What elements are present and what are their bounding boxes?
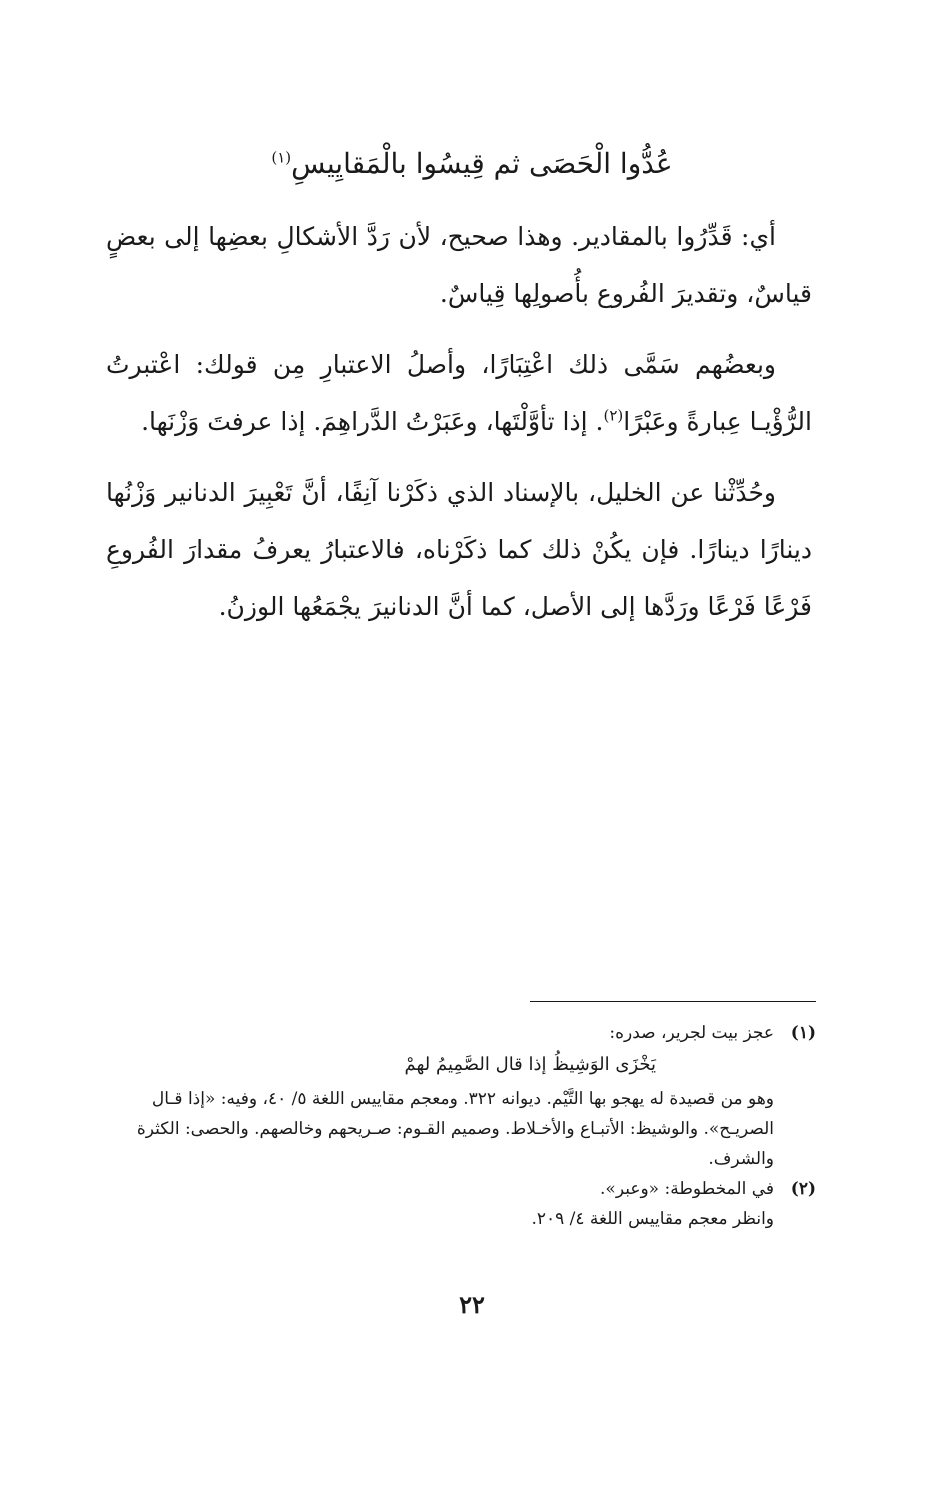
footnote-ref-2: (٢) <box>603 406 624 425</box>
footnote-1-intro: عجز بيت لجرير، صدره: <box>609 1023 774 1043</box>
paragraph-2-tail: . إذا تأوَّلْتَها، وعَبَرْتُ الدَّراهِمَ. إذا عرفتَ وَزْنَها. <box>141 407 604 436</box>
footnote-2 <box>112 1174 816 1204</box>
page-number: ٢٢ <box>459 1290 485 1319</box>
paragraph-1: أي: قَدِّرُوا بالمقادير. وهذا صحيح، لأن رَدَّ الأشكالِ بعضِها إلى بعضٍ قياسٌ، وتقديرَ الفُروع بأُصولِها قِياسٌ. <box>106 222 812 308</box>
paragraph-2 <box>106 336 812 450</box>
main-text <box>106 208 812 649</box>
paragraph-3: وحُدِّثْنا عن الخليل، بالإسناد الذي ذكَرْنا آنِفًا، أنَّ تَعْبِيرَ الدنانير وَزْنُها دينارًا دينارًا. فإن يكُنْ ذلك كما ذكَرْناه، فالاعتبارُ يعرفُ مقدارَ الفُروعِ فَرْعًا فَرْعًا ورَدَّها إلى الأصل، كما أنَّ الدنانيرَ يجْمَعُها الوزنُ. <box>106 478 812 621</box>
footnote-1-verse: يَخْزَى الوَشِيظُ إذا قال الصَّمِيمُ لهمْ <box>404 1054 656 1075</box>
footnote-separator <box>530 1001 816 1002</box>
paragraph-2-text: وبعضُهم سَمَّى ذلك اعْتِبَارًا، وأصلُ الاعتبارِ مِن قولك: اعْتبرتُ الرُّؤْيـا عِبارةً وعَبْرًا <box>106 350 812 436</box>
footnote-1-number: (١) <box>790 1023 816 1043</box>
poem-verse <box>100 142 844 186</box>
footnotes <box>112 1018 816 1234</box>
footnote-1 <box>112 1018 816 1048</box>
footnote-2-number: (٢) <box>790 1179 816 1199</box>
footnote-1-body: وهو من قصيدة له يهجو بها التَّيْم. ديوانه ٣٢٢. ومعجم مقاييس اللغة ٥/ ٤٠، وفيه: «إذا قـال الصريـح». والوشيظ: الأتبـاع والأخـلاط. وصميم القـوم: صـريحهم وخالصهم. والحصى: الكثرة والشرف. <box>136 1089 774 1169</box>
verse-text: عُدُّوا الْحَصَى ثم قِيسُوا بالْمَقايِيسِ <box>291 147 673 180</box>
footnote-2-more: وانظر معجم مقاييس اللغة ٤/ ٢٠٩. <box>531 1209 774 1229</box>
footnote-ref-1: (١) <box>271 148 292 167</box>
footnote-2-text: في المخطوطة: «وعبر». <box>600 1179 774 1199</box>
